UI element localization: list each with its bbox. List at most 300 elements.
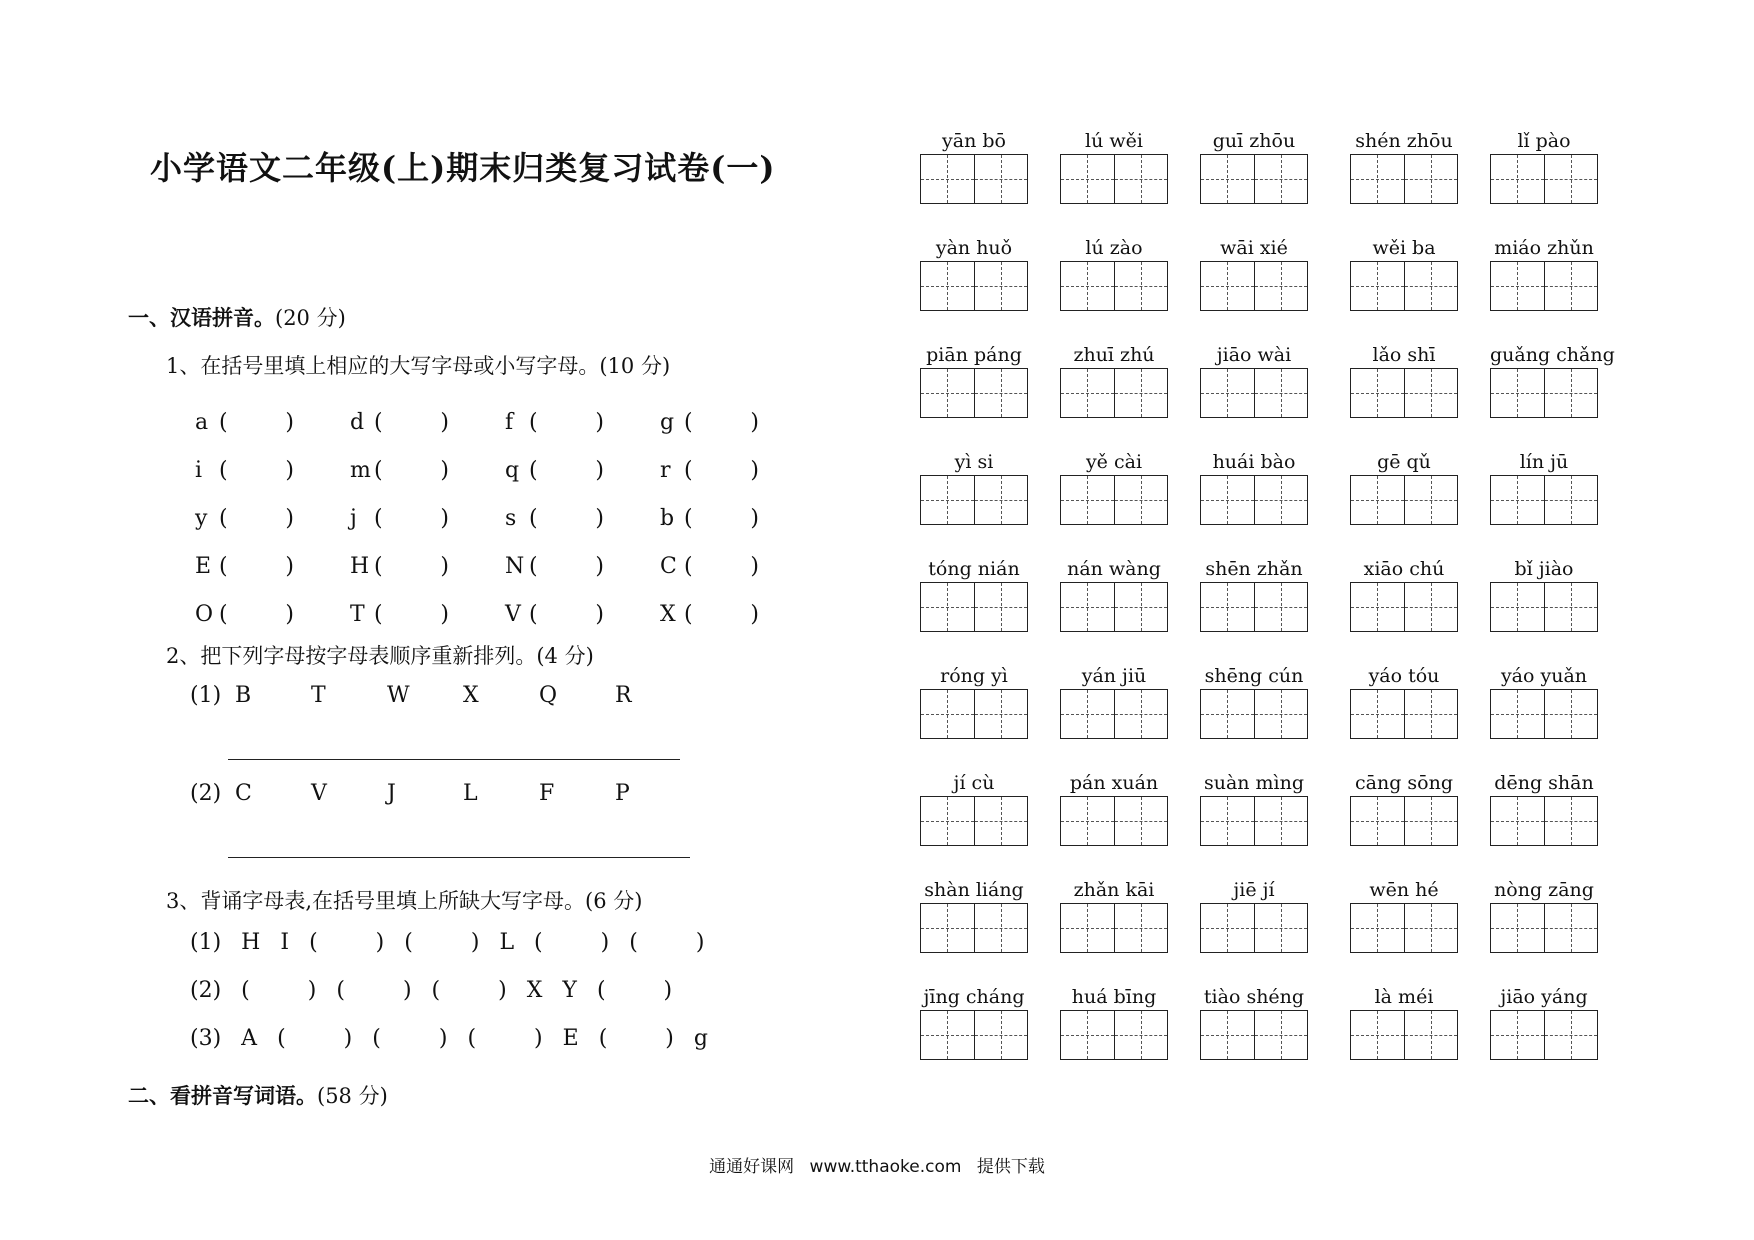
pinyin-label: yán jiū: [1081, 665, 1147, 687]
pinyin-word-item: [1490, 877, 1625, 984]
pinyin-word-item: [1490, 128, 1625, 235]
order-letter: C: [235, 781, 252, 806]
tianzige-cell: [1201, 904, 1254, 952]
pinyin-label: huá bīng: [1071, 986, 1157, 1008]
tianzige-cell: [1201, 1011, 1254, 1059]
pinyin-label: jiāo yáng: [1500, 986, 1588, 1008]
tianzige-box[interactable]: [1350, 689, 1458, 739]
answer-parentheses[interactable]: [219, 410, 294, 435]
paren-mark: (: [404, 930, 413, 955]
pinyin-word-item: [920, 235, 1060, 342]
tianzige-box[interactable]: [1200, 475, 1308, 525]
open-paren: (: [684, 409, 693, 435]
pinyin-word-item: [1060, 663, 1200, 770]
letter-item: [505, 458, 660, 483]
order-letter: F: [539, 781, 555, 806]
tianzige-cell: [1254, 262, 1308, 310]
pinyin-word-item: [1350, 663, 1490, 770]
order-letter: J: [387, 781, 396, 806]
pinyin-label: suàn mìng: [1203, 772, 1305, 794]
open-paren: (: [684, 457, 693, 483]
letter-row: [195, 494, 815, 542]
pinyin-label: yàn huǒ: [935, 237, 1013, 259]
tianzige-box[interactable]: [1200, 368, 1308, 418]
tianzige-cell: [1114, 904, 1168, 952]
alphabet-token: Y: [562, 978, 577, 1003]
open-paren: (: [374, 553, 383, 579]
pinyin-word-item: [1060, 128, 1200, 235]
pinyin-word-item: [1200, 877, 1350, 984]
tianzige-box[interactable]: [1060, 796, 1168, 846]
tianzige-cell: [1544, 904, 1598, 952]
pinyin-label: gē qǔ: [1377, 451, 1431, 473]
tianzige-cell: [1201, 690, 1254, 738]
tianzige-cell: [1061, 476, 1114, 524]
pinyin-label: huái bào: [1212, 451, 1296, 473]
tianzige-box[interactable]: [920, 475, 1028, 525]
tianzige-cell: [1491, 797, 1544, 845]
tianzige-box[interactable]: [1200, 903, 1308, 953]
tianzige-box[interactable]: [920, 261, 1028, 311]
close-paren: ): [595, 409, 604, 435]
close-paren: ): [440, 601, 449, 627]
pinyin-label: yáo tóu: [1368, 665, 1440, 687]
tianzige-cell: [1254, 583, 1308, 631]
tianzige-cell: [1404, 262, 1458, 310]
close-paren: ): [285, 505, 294, 531]
tianzige-box[interactable]: [1200, 689, 1308, 739]
answer-parentheses[interactable]: [529, 506, 604, 531]
tianzige-cell: [921, 690, 974, 738]
tianzige-cell: [1491, 904, 1544, 952]
answer-parentheses[interactable]: [684, 506, 759, 531]
answer-parentheses[interactable]: [374, 602, 449, 627]
paren-mark: (: [277, 1026, 286, 1051]
pinyin-label: lú zào: [1085, 237, 1143, 259]
tianzige-cell: [1491, 155, 1544, 203]
pinyin-word-item: [920, 556, 1060, 663]
tianzige-cell: [1114, 1011, 1168, 1059]
tianzige-cell: [1061, 904, 1114, 952]
given-letter: f: [505, 409, 514, 435]
pinyin-label: zhuī zhú: [1073, 344, 1155, 366]
tianzige-box[interactable]: [1060, 1010, 1168, 1060]
paren-mark: ): [307, 978, 317, 1003]
letter-item: [660, 602, 815, 627]
pinyin-word-item: [1200, 663, 1350, 770]
close-paren: ): [285, 553, 294, 579]
paren-mark: ): [695, 930, 705, 955]
letter-row: [195, 590, 815, 638]
tianzige-box[interactable]: [1490, 582, 1598, 632]
pinyin-word-item: [1200, 128, 1350, 235]
tianzige-box[interactable]: [1060, 368, 1168, 418]
pinyin-word-item: [920, 663, 1060, 770]
letter-item: [350, 554, 505, 579]
order-letter: R: [615, 683, 632, 708]
pinyin-word-item: [1200, 449, 1350, 556]
exam-title: 小学语文二年级(上)期末归类复习试卷(一): [150, 149, 776, 187]
pinyin-word-item: [920, 128, 1060, 235]
tianzige-box[interactable]: [1060, 261, 1168, 311]
tianzige-cell: [1201, 583, 1254, 631]
tianzige-box[interactable]: [1490, 368, 1598, 418]
pinyin-label: miáo zhǔn: [1494, 237, 1594, 259]
close-paren: ): [595, 601, 604, 627]
tianzige-cell: [974, 262, 1028, 310]
letter-row: [195, 542, 815, 590]
pinyin-label: lǎo shī: [1372, 344, 1436, 366]
tianzige-box[interactable]: [1200, 796, 1308, 846]
letter-order-row-1: [190, 683, 691, 708]
tianzige-cell: [1061, 583, 1114, 631]
tianzige-cell: [1254, 369, 1308, 417]
close-paren: ): [440, 409, 449, 435]
pinyin-label: dēng shān: [1494, 772, 1594, 794]
answer-parentheses[interactable]: [684, 602, 759, 627]
alphabet-token: L: [499, 930, 515, 955]
open-paren: (: [374, 457, 383, 483]
pinyin-word-item: [1060, 984, 1200, 1091]
answer-parentheses[interactable]: [684, 554, 759, 579]
tianzige-box[interactable]: [1350, 154, 1458, 204]
paren-mark: (: [372, 1026, 381, 1051]
answer-parentheses[interactable]: [374, 458, 449, 483]
tianzige-cell: [921, 476, 974, 524]
tianzige-box[interactable]: [1490, 261, 1598, 311]
tianzige-cell: [1544, 369, 1598, 417]
tianzige-cell: [1351, 904, 1404, 952]
answer-line[interactable]: [228, 857, 690, 858]
pinyin-word-item: [920, 770, 1060, 877]
question-1-instruction: 1、在括号里填上相应的大写字母或小写字母。(10 分): [166, 354, 671, 378]
pinyin-word-item: [1490, 984, 1625, 1091]
footer-site-name: 通通好课网: [709, 1157, 795, 1177]
pinyin-word-item: [1490, 342, 1625, 449]
pinyin-word-item: [1490, 663, 1625, 770]
question-3-instruction: 3、背诵字母表,在括号里填上所缺大写字母。(6 分): [166, 889, 643, 913]
pinyin-word-item: [1060, 556, 1200, 663]
tianzige-box[interactable]: [1350, 1010, 1458, 1060]
tianzige-cell: [1201, 797, 1254, 845]
tianzige-box[interactable]: [1490, 475, 1598, 525]
pinyin-word-item: [1200, 984, 1350, 1091]
alphabet-token: I: [280, 930, 290, 955]
answer-parentheses[interactable]: [684, 458, 759, 483]
right-column: [920, 128, 1625, 1091]
tianzige-box[interactable]: [920, 689, 1028, 739]
tianzige-cell: [1254, 690, 1308, 738]
answer-parentheses[interactable]: [374, 554, 449, 579]
given-letter: i: [195, 457, 203, 483]
tianzige-box[interactable]: [1350, 368, 1458, 418]
pinyin-label: cāng sōng: [1355, 772, 1453, 794]
answer-parentheses[interactable]: [529, 410, 604, 435]
tianzige-cell: [1491, 369, 1544, 417]
answer-line[interactable]: [228, 759, 680, 760]
tianzige-box[interactable]: [1350, 475, 1458, 525]
close-paren: ): [750, 505, 759, 531]
paren-mark: (: [598, 1026, 608, 1051]
tianzige-cell: [974, 1011, 1028, 1059]
paren-mark: ): [343, 1026, 353, 1051]
close-paren: ): [750, 457, 759, 483]
paren-mark: (: [241, 978, 250, 1003]
answer-parentheses[interactable]: [529, 602, 604, 627]
tianzige-cell: [921, 904, 974, 952]
section-title: 二、看拼音写词语。: [128, 1083, 317, 1108]
close-paren: ): [285, 601, 294, 627]
letter-item: [195, 554, 350, 579]
tianzige-cell: [1404, 904, 1458, 952]
open-paren: (: [219, 409, 228, 435]
open-paren: (: [529, 457, 538, 483]
tianzige-cell: [1114, 262, 1168, 310]
tianzige-cell: [1201, 155, 1254, 203]
section-heading-words: [128, 1080, 388, 1110]
pinyin-label: là méi: [1374, 986, 1434, 1008]
pinyin-label: tóng nián: [928, 558, 1020, 580]
pinyin-label: tiào shéng: [1203, 986, 1305, 1008]
tianzige-box[interactable]: [920, 154, 1028, 204]
tianzige-cell: [974, 155, 1028, 203]
alphabet-token: g: [693, 1026, 708, 1051]
answer-parentheses[interactable]: [684, 410, 759, 435]
tianzige-cell: [1404, 583, 1458, 631]
letter-item: [195, 602, 350, 627]
open-paren: (: [529, 601, 538, 627]
letter-item: [660, 554, 815, 579]
paren-mark: (: [629, 930, 638, 955]
pinyin-label: guī zhōu: [1212, 130, 1296, 152]
pinyin-label: piān páng: [926, 344, 1022, 366]
close-paren: ): [440, 457, 449, 483]
pinyin-label: jí cù: [953, 772, 995, 794]
pinyin-label: pán xuán: [1069, 772, 1159, 794]
alphabet-fill-row-1: [190, 930, 724, 955]
answer-parentheses[interactable]: [529, 554, 604, 579]
section-heading-pinyin: [128, 302, 346, 332]
alphabet-token: (1): [190, 930, 222, 955]
tianzige-cell: [1254, 476, 1308, 524]
pinyin-label: lú wěi: [1085, 130, 1143, 152]
open-paren: (: [529, 409, 538, 435]
tianzige-cell: [1201, 262, 1254, 310]
paren-mark: (: [534, 930, 543, 955]
tianzige-cell: [1114, 797, 1168, 845]
tianzige-cell: [1351, 262, 1404, 310]
letter-item: [660, 506, 815, 531]
pinyin-label: wēn hé: [1369, 879, 1439, 901]
tianzige-box[interactable]: [1490, 903, 1598, 953]
letter-row: [195, 398, 815, 446]
open-paren: (: [374, 505, 383, 531]
tianzige-box[interactable]: [1200, 1010, 1308, 1060]
tianzige-cell: [921, 369, 974, 417]
alphabet-fill-row-2: [190, 978, 692, 1003]
letter-order-row-2: [190, 781, 691, 806]
tianzige-box[interactable]: [1350, 261, 1458, 311]
answer-parentheses[interactable]: [219, 602, 294, 627]
pinyin-label: jiāo wài: [1216, 344, 1292, 366]
paren-mark: ): [665, 1026, 674, 1051]
pinyin-word-item: [1200, 556, 1350, 663]
pinyin-word-item: [1490, 770, 1625, 877]
tianzige-cell: [1404, 476, 1458, 524]
pinyin-label: yān bō: [942, 130, 1006, 152]
letter-row: [195, 446, 815, 494]
given-letter: r: [660, 457, 671, 483]
tianzige-box[interactable]: [920, 368, 1028, 418]
open-paren: (: [529, 505, 538, 531]
pinyin-word-item: [1060, 342, 1200, 449]
tianzige-cell: [1114, 476, 1168, 524]
pinyin-label: yáo yuǎn: [1500, 665, 1588, 687]
order-letter: P: [615, 781, 630, 806]
pinyin-word-item: [1060, 449, 1200, 556]
tianzige-cell: [1061, 155, 1114, 203]
tianzige-cell: [1351, 583, 1404, 631]
pinyin-word-item: [1060, 770, 1200, 877]
given-letter: V: [505, 601, 521, 627]
tianzige-box[interactable]: [1490, 796, 1598, 846]
given-letter: H: [350, 553, 370, 579]
pinyin-word-item: [1060, 235, 1200, 342]
open-paren: (: [684, 601, 693, 627]
tianzige-cell: [1351, 797, 1404, 845]
close-paren: ): [595, 505, 604, 531]
paren-mark: (: [467, 1026, 477, 1051]
tianzige-box[interactable]: [1060, 903, 1168, 953]
pinyin-word-item: [920, 877, 1060, 984]
paren-mark: ): [600, 930, 610, 955]
tianzige-cell: [921, 583, 974, 631]
tianzige-box[interactable]: [920, 796, 1028, 846]
tianzige-cell: [1351, 1011, 1404, 1059]
tianzige-box[interactable]: [1060, 582, 1168, 632]
tianzige-box[interactable]: [1200, 582, 1308, 632]
close-paren: ): [750, 409, 759, 435]
answer-parentheses[interactable]: [374, 410, 449, 435]
open-paren: (: [219, 457, 228, 483]
tianzige-cell: [1061, 369, 1114, 417]
tianzige-box[interactable]: [920, 582, 1028, 632]
section-score: (58 分): [317, 1084, 388, 1108]
pinyin-label: lín jū: [1519, 451, 1569, 473]
tianzige-box[interactable]: [1490, 1010, 1598, 1060]
pinyin-word-item: [1200, 342, 1350, 449]
close-paren: ): [440, 553, 449, 579]
pinyin-word-item: [1350, 877, 1490, 984]
letter-item: [195, 458, 350, 483]
order-letter: V: [311, 781, 327, 806]
tianzige-box[interactable]: [1350, 796, 1458, 846]
pinyin-word-item: [1490, 235, 1625, 342]
tianzige-cell: [921, 797, 974, 845]
given-letter: C: [660, 553, 677, 579]
order-letter: X: [463, 683, 479, 708]
tianzige-box[interactable]: [1490, 154, 1598, 204]
answer-parentheses[interactable]: [219, 506, 294, 531]
given-letter: T: [350, 601, 365, 627]
given-letter: O: [195, 601, 214, 627]
alphabet-token: A: [241, 1026, 258, 1051]
letter-item: [350, 410, 505, 435]
tianzige-box[interactable]: [920, 1010, 1028, 1060]
alphabet-token: E: [562, 1026, 579, 1051]
given-letter: E: [195, 553, 212, 579]
tianzige-box[interactable]: [1060, 475, 1168, 525]
pinyin-word-item: [1350, 235, 1490, 342]
tianzige-cell: [1254, 904, 1308, 952]
tianzige-box[interactable]: [920, 903, 1028, 953]
letter-case-grid: [195, 398, 815, 638]
pinyin-word-grid: [920, 128, 1625, 1091]
pinyin-word-item: [1350, 449, 1490, 556]
open-paren: (: [684, 553, 693, 579]
answer-parentheses[interactable]: [219, 458, 294, 483]
answer-parentheses[interactable]: [529, 458, 604, 483]
tianzige-cell: [1491, 476, 1544, 524]
given-letter: b: [660, 505, 675, 531]
tianzige-cell: [974, 369, 1028, 417]
given-letter: X: [660, 601, 676, 627]
tianzige-cell: [1404, 690, 1458, 738]
tianzige-box[interactable]: [1060, 689, 1168, 739]
tianzige-box[interactable]: [1200, 261, 1308, 311]
tianzige-cell: [1254, 797, 1308, 845]
given-letter: y: [195, 505, 208, 531]
tianzige-cell: [1114, 583, 1168, 631]
pinyin-word-item: [920, 449, 1060, 556]
paren-mark: (: [431, 978, 441, 1003]
pinyin-label: nòng zāng: [1494, 879, 1594, 901]
pinyin-label: bǐ jiào: [1514, 558, 1574, 580]
paren-mark: (: [596, 978, 606, 1003]
pinyin-word-item: [1350, 342, 1490, 449]
section-score: (20 分): [275, 306, 346, 330]
pinyin-label: yě cài: [1085, 451, 1143, 473]
tianzige-box[interactable]: [1060, 154, 1168, 204]
footer-url: www.tthaoke.com: [809, 1157, 962, 1177]
tianzige-cell: [1404, 155, 1458, 203]
letter-item: [350, 506, 505, 531]
tianzige-cell: [1544, 262, 1598, 310]
tianzige-cell: [921, 1011, 974, 1059]
tianzige-cell: [974, 904, 1028, 952]
answer-parentheses[interactable]: [219, 554, 294, 579]
pinyin-label: guǎng chǎng: [1490, 344, 1615, 366]
paren-mark: ): [375, 930, 385, 955]
tianzige-cell: [1544, 1011, 1598, 1059]
tianzige-box[interactable]: [1200, 154, 1308, 204]
pinyin-label: shēn zhǎn: [1205, 558, 1303, 580]
answer-parentheses[interactable]: [374, 506, 449, 531]
tianzige-box[interactable]: [1350, 903, 1458, 953]
item-number: (2): [190, 781, 222, 806]
open-paren: (: [529, 553, 538, 579]
tianzige-cell: [921, 262, 974, 310]
tianzige-box[interactable]: [1350, 582, 1458, 632]
letter-item: [350, 458, 505, 483]
tianzige-cell: [1404, 797, 1458, 845]
tianzige-box[interactable]: [1490, 689, 1598, 739]
section-title: 一、汉语拼音。: [128, 305, 275, 330]
open-paren: (: [374, 409, 383, 435]
pinyin-label: jiē jí: [1233, 879, 1275, 901]
pinyin-word-item: [1350, 770, 1490, 877]
tianzige-cell: [1491, 1011, 1544, 1059]
